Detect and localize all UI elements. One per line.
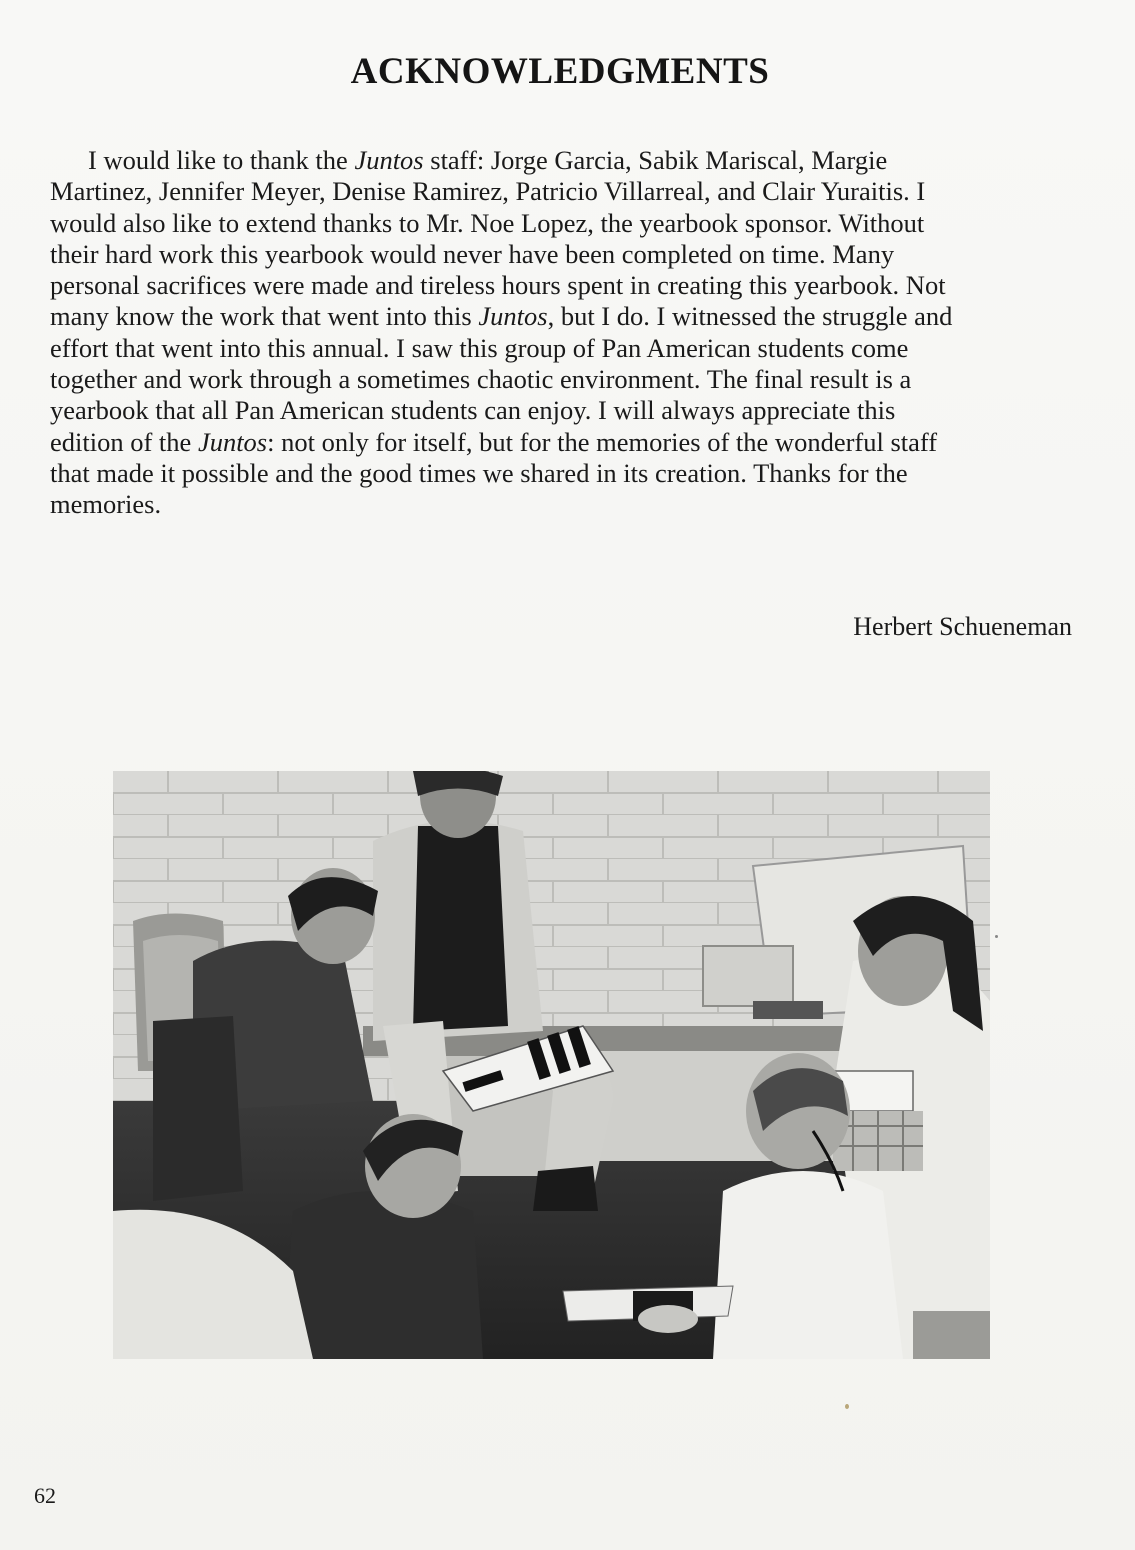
paragraph-line <box>50 364 1080 395</box>
paragraph-text: edition of the <box>50 426 198 457</box>
paragraph-line <box>50 239 1080 270</box>
paragraph-line <box>50 208 1080 239</box>
staff-photo-illustration <box>113 771 990 1359</box>
paragraph-text: Martinez, Jennifer Meyer, Denise Ramirez, Patricio Villarreal, and Clair Yuraitis. I <box>50 176 926 207</box>
paragraph-text: effort that went into this annual. I saw this group of Pan American students come <box>50 332 909 363</box>
paper-speck <box>845 1404 849 1409</box>
paragraph-line <box>50 270 1080 301</box>
paragraph-text: memories. <box>50 489 162 520</box>
paragraph-text: their hard work this yearbook would never have been completed on time. Many <box>50 238 895 269</box>
acknowledgment-paragraph <box>50 145 1080 521</box>
italic-title-text: Juntos <box>478 301 548 332</box>
paragraph-text: would also like to extend thanks to Mr. Noe Lopez, the yearbook sponsor. Without <box>50 207 925 238</box>
italic-title-text: Juntos <box>197 426 268 457</box>
paragraph-text: personal sacrifices were made and tireless hours spent in creating this yearbook. Not <box>50 270 946 301</box>
paragraph-line <box>50 145 1080 176</box>
paragraph-text: staff: Jorge Garcia, Sabik Mariscal, Margie <box>423 145 888 175</box>
page-title: ACKNOWLEDGMENTS <box>350 51 770 92</box>
paragraph-text: together and work through a sometimes chaotic environment. The final result is a <box>50 364 912 395</box>
page-number: 62 <box>34 1483 56 1508</box>
paragraph-line <box>50 176 1080 207</box>
author-signature: Herbert Schueneman <box>853 612 1072 641</box>
paragraph-text: yearbook that all Pan American students can enjoy. I will always appreciate this <box>50 395 896 426</box>
italic-title-text: Juntos <box>354 145 424 175</box>
paragraph-text: that made it possible and the good times we shared in its creation. Thanks for the <box>50 457 908 488</box>
paragraph-text: I would like to thank the <box>88 145 355 175</box>
staff-photo <box>113 771 990 1359</box>
paper-speck <box>995 935 998 938</box>
paragraph-line <box>50 333 1080 364</box>
paragraph-line <box>50 458 1080 489</box>
paragraph-line <box>50 301 1080 332</box>
paragraph-text: : not only for itself, but for the memories of the wonderful staff <box>267 426 938 457</box>
paragraph-text: , but I do. I witnessed the struggle and <box>547 301 953 332</box>
paragraph-line <box>50 427 1080 458</box>
paragraph-line <box>50 489 1080 520</box>
paragraph-text: many know the work that went into this <box>50 301 479 332</box>
paragraph-line <box>50 395 1080 426</box>
